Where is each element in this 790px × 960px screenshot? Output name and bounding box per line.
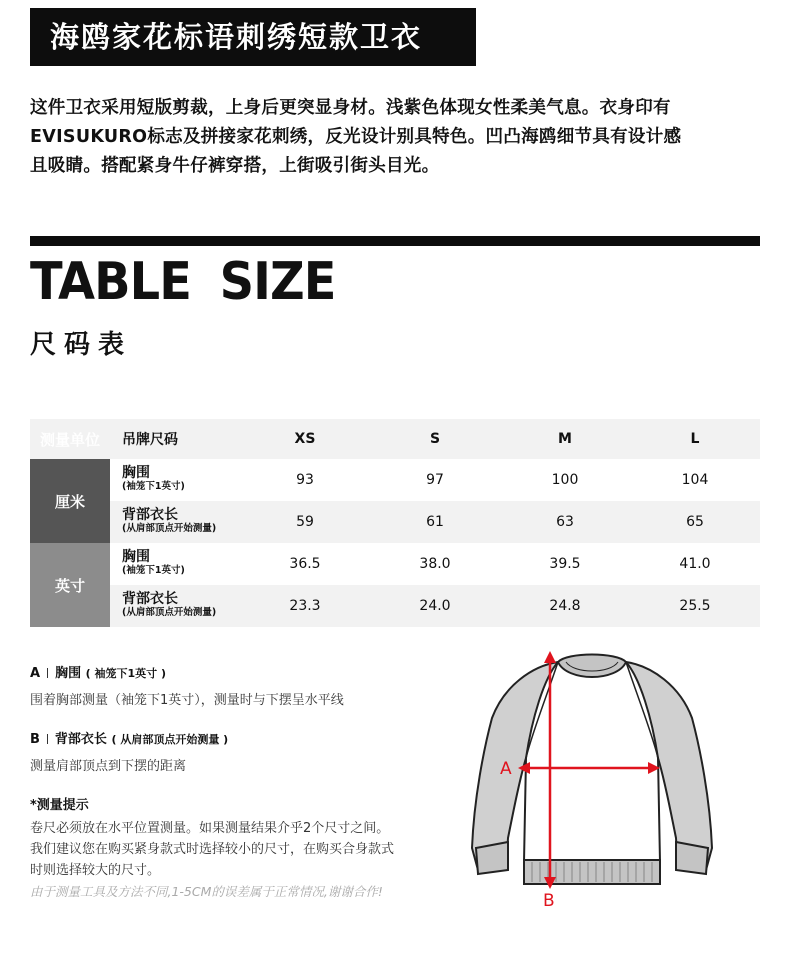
measure-label xyxy=(110,459,240,501)
size-label-header: 吊牌尺码 xyxy=(110,419,240,459)
tip-title: *测量提示 xyxy=(30,798,89,813)
measure-name: 胸围 xyxy=(122,549,150,565)
label-b: B xyxy=(543,891,555,910)
section-divider xyxy=(30,236,760,246)
right-cuff xyxy=(676,842,708,874)
note-a-letter: A xyxy=(30,666,41,681)
table-row xyxy=(30,501,760,543)
measure-name: 背部衣长 xyxy=(122,507,178,523)
tip-line: 我们建议您在购买紧身款式时选择较小的尺寸，在购买合身款式 xyxy=(30,842,395,857)
tip-line: 时则选择较大的尺寸。 xyxy=(30,863,161,878)
description-line: 这件卫衣采用短版剪裁，上身后更突显身材。浅紫色体现女性柔美气息。衣身印有 xyxy=(30,98,671,118)
measure-label xyxy=(110,543,240,585)
size-header-l: L xyxy=(630,419,760,459)
table-cell: 104 xyxy=(630,459,760,501)
table-cell: 93 xyxy=(240,459,370,501)
note-b-letter: B xyxy=(30,732,40,747)
note-b-name: 背部衣长 xyxy=(54,732,107,747)
measure-label xyxy=(110,501,240,543)
table-cell: 24.0 xyxy=(370,585,500,627)
table-cell: 36.5 xyxy=(240,543,370,585)
note-a-name: 胸围 xyxy=(55,666,82,681)
table-cell: 41.0 xyxy=(630,543,760,585)
disclaimer: 由于测量工具及方法不同,1-5CM的误差属于正常情况,谢谢合作! xyxy=(30,884,383,899)
size-header-m: M xyxy=(500,419,630,459)
measure-note: (从肩部顶点开始测量) xyxy=(122,523,217,534)
section-title: TABLE SIZE xyxy=(30,252,336,312)
size-table xyxy=(30,419,760,627)
table-header-row xyxy=(30,419,760,459)
separator xyxy=(47,734,48,744)
size-header-s: S xyxy=(370,419,500,459)
size-header-xs: XS xyxy=(240,419,370,459)
note-b-heading xyxy=(30,728,460,747)
note-b-text: 测量肩部顶点到下摆的距离 xyxy=(30,759,187,774)
measure-note: (从肩部顶点开始测量) xyxy=(122,607,217,618)
table-row xyxy=(30,543,760,585)
table-cell: 59 xyxy=(240,501,370,543)
table-cell: 39.5 xyxy=(500,543,630,585)
table-cell: 97 xyxy=(370,459,500,501)
separator xyxy=(47,668,48,678)
tip-line: 卷尺必须放在水平位置测量。如果测量结果介乎2个尺寸之间。 xyxy=(30,821,390,836)
note-a-text: 围着胸部测量（袖笼下1英寸），测量时与下摆呈水平线 xyxy=(30,693,344,708)
table-cell: 23.3 xyxy=(240,585,370,627)
product-description xyxy=(30,94,760,181)
table-cell: 100 xyxy=(500,459,630,501)
arrowhead xyxy=(544,651,556,663)
measure-note: (袖笼下1英寸) xyxy=(122,565,185,576)
table-cell: 63 xyxy=(500,501,630,543)
table-cell: 61 xyxy=(370,501,500,543)
note-a-heading xyxy=(30,662,460,681)
measure-name: 背部衣长 xyxy=(122,591,178,607)
sweater-body xyxy=(524,658,660,863)
table-cell: 24.8 xyxy=(500,585,630,627)
measure-name: 胸围 xyxy=(122,465,150,481)
hem-rib xyxy=(524,860,660,884)
measure-note: (袖笼下1英寸) xyxy=(122,481,185,492)
left-cuff xyxy=(476,842,508,874)
unit-header: 测量单位 xyxy=(30,419,110,459)
unit-inch-label: 英寸 xyxy=(30,543,110,627)
description-line: EVISUKURO标志及拼接家花刺绣，反光设计别具特色。凹凸海鸥细节具有设计感 xyxy=(30,127,682,147)
tip-body xyxy=(30,818,460,881)
table-cell: 65 xyxy=(630,501,760,543)
table-row xyxy=(30,459,760,501)
product-title: 海鸥家花标语刺绣短款卫衣 xyxy=(30,8,476,66)
unit-cm-label: 厘米 xyxy=(30,459,110,543)
section-subtitle: 尺码表 xyxy=(30,330,133,360)
description-line: 且吸睛。搭配紧身牛仔裤穿搭，上街吸引街头目光。 xyxy=(30,156,440,176)
table-row xyxy=(30,585,760,627)
measurement-notes xyxy=(30,662,460,902)
sweater-diagram xyxy=(462,648,722,910)
note-a-note: ( 袖笼下1英寸 ) xyxy=(85,667,166,680)
table-cell: 38.0 xyxy=(370,543,500,585)
note-b-note: ( 从肩部顶点开始测量 ) xyxy=(111,733,229,746)
measure-label xyxy=(110,585,240,627)
label-a: A xyxy=(500,759,512,779)
table-cell: 25.5 xyxy=(630,585,760,627)
